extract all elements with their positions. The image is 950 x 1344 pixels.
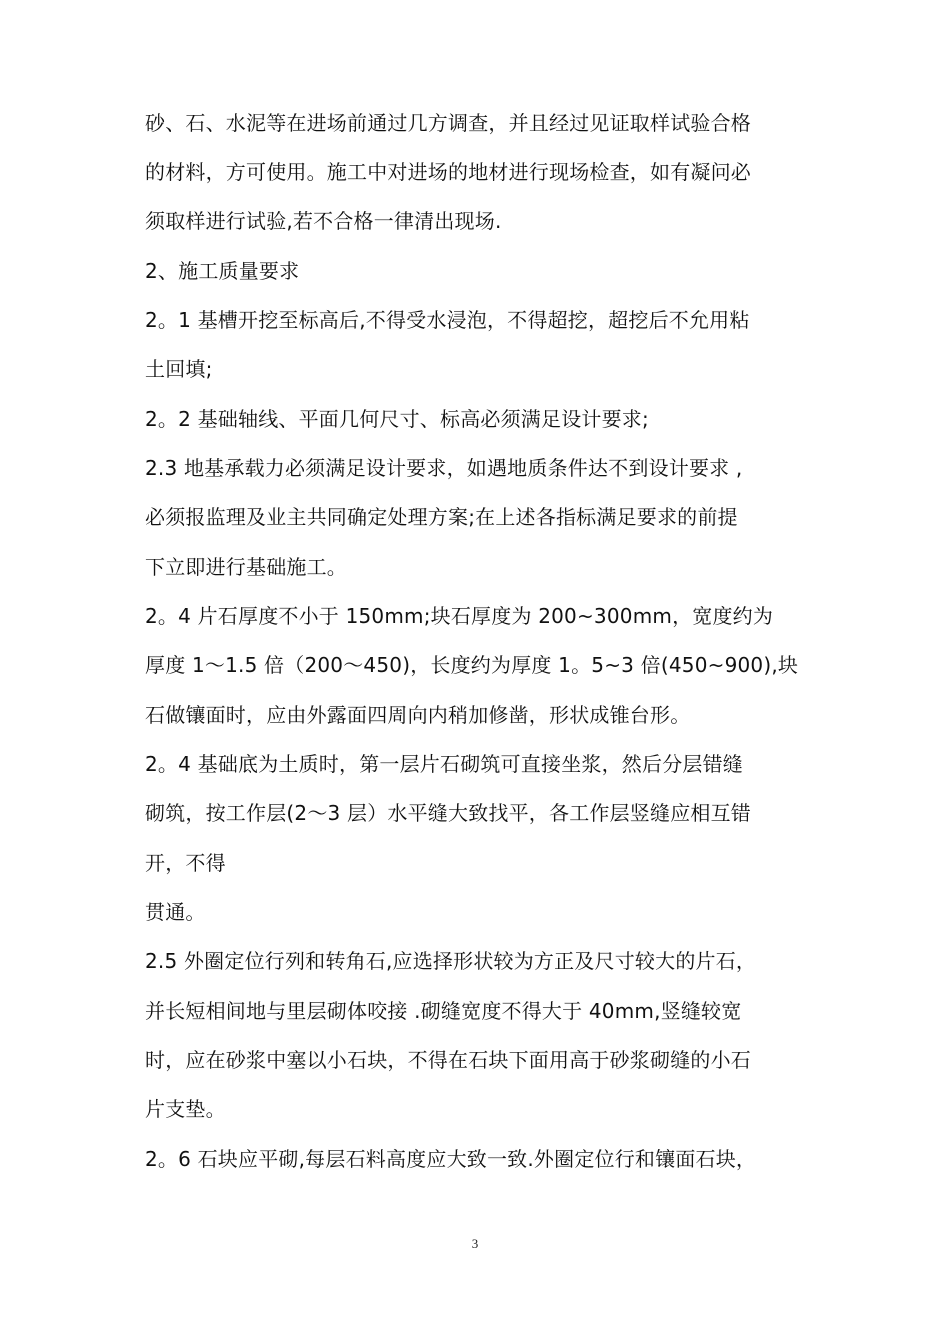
text-line: 贯通。 (145, 900, 206, 924)
text-line: 2。6 石块应平砌,每层石料高度应大致一致.外圈定位行和镶面石块， (145, 1147, 757, 1171)
text-line: 须取样进行试验,若不合格一律清出现场. (145, 209, 502, 233)
page-number: 3 (471, 1236, 479, 1251)
text-line: 石做镶面时，应由外露面四周向内稍加修凿，形状成锥台形。 (145, 703, 691, 727)
text-line: 片支垫。 (145, 1097, 226, 1121)
text-line: 必须报监理及业主共同确定处理方案;在上述各指标满足要求的前提 (145, 505, 738, 529)
text-line: 砌筑，按工作层(2～3 层）水平缝大致找平，各工作层竖缝应相互错 (145, 801, 752, 825)
text-line: 2.5 外圈定位行列和转角石,应选择形状较为方正及尺寸较大的片石， (145, 949, 757, 973)
text-line: 开，不得 (145, 851, 226, 875)
text-line: 时，应在砂浆中塞以小石块，不得在石块下面用高于砂浆砌缝的小石 (145, 1048, 751, 1072)
text-line: 砂、石、水泥等在进场前通过几方调查，并且经过见证取样试验合格 (145, 111, 751, 135)
text-line: 并长短相间地与里层砌体咬接 .砌缝宽度不得大于 40mm,竖缝较宽 (145, 999, 742, 1023)
text-line: 2。2 基础轴线、平面几何尺寸、标高必须满足设计要求; (145, 407, 649, 431)
text-line: 2。1 基槽开挖至标高后,不得受水浸泡，不得超挖，超挖后不允用粘 (145, 308, 750, 332)
text-line: 2。4 片石厚度不小于 150mm;块石厚度为 200~300mm，宽度约为 (145, 604, 774, 628)
text-line: 的材料，方可使用。施工中对进场的地材进行现场检查，如有凝问必 (145, 160, 751, 184)
section-heading: 2、施工质量要求 (145, 259, 300, 283)
text-line: 下立即进行基础施工。 (145, 555, 347, 579)
text-line: 2。4 基础底为土质时，第一层片石砌筑可直接坐浆，然后分层错缝 (145, 752, 744, 776)
text-line: 2.3 地基承载力必须满足设计要求，如遇地质条件达不到设计要求 , (145, 456, 743, 480)
text-line: 厚度 1～1.5 倍（200～450)，长度约为厚度 1。5~3 倍(450~900),块 (145, 653, 799, 677)
text-line: 土回填; (145, 357, 213, 381)
